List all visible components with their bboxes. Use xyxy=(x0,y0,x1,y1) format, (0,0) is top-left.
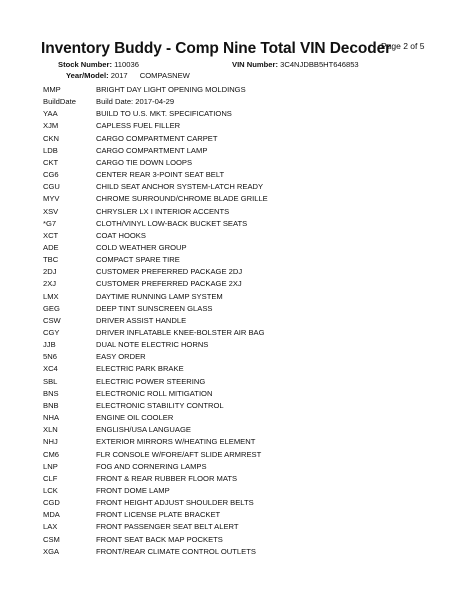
option-description: ELECTRIC POWER STEERING xyxy=(96,376,206,386)
vin-number-label: VIN Number: xyxy=(232,60,278,69)
stock-number xyxy=(58,60,139,69)
option-code: XC4 xyxy=(43,364,58,374)
option-description: FRONT DOME LAMP xyxy=(96,485,170,495)
option-code: CSW xyxy=(43,315,61,325)
option-code: XCT xyxy=(43,230,59,240)
option-code: BNS xyxy=(43,388,59,398)
option-description: FRONT PASSENGER SEAT BELT ALERT xyxy=(96,522,239,532)
option-code: CKT xyxy=(43,157,59,167)
option-code: *G7 xyxy=(43,218,57,228)
option-description: CAPLESS FUEL FILLER xyxy=(96,121,181,131)
option-code: JJB xyxy=(43,340,56,350)
option-description: Build Date: 2017-04-29 xyxy=(96,97,175,107)
year-value: 2017 xyxy=(110,71,128,80)
option-description: FRONT LICENSE PLATE BRACKET xyxy=(96,510,221,520)
option-code: 2DJ xyxy=(43,267,57,277)
option-description: ENGLISH/USA LANGUAGE xyxy=(96,425,191,435)
model-value: COMPASNEW xyxy=(139,71,190,80)
option-description: ELECTRONIC ROLL MITIGATION xyxy=(96,388,213,398)
option-code: CGY xyxy=(43,328,60,337)
option-code: XJM xyxy=(43,121,59,131)
option-code: XLN xyxy=(43,425,58,435)
option-code: CKN xyxy=(43,133,60,143)
option-description: COMPACT SPARE TIRE xyxy=(96,255,180,265)
option-code: LCK xyxy=(43,485,58,495)
option-description: FOG AND CORNERING LAMPS xyxy=(96,461,207,471)
option-description: DEEP TINT SUNSCREEN GLASS xyxy=(96,303,213,313)
option-description: BRIGHT DAY LIGHT OPENING MOLDINGS xyxy=(96,85,246,94)
option-description: ELECTRONIC STABILITY CONTROL xyxy=(96,400,224,410)
option-description: CHROME SURROUND/CHROME BLADE GRILLE xyxy=(96,194,268,204)
option-description: CARGO TIE DOWN LOOPS xyxy=(96,157,193,167)
option-description: CENTER REAR 3-POINT SEAT BELT xyxy=(96,170,225,180)
option-code: CLF xyxy=(43,473,58,483)
option-code: XSV xyxy=(43,206,59,216)
vin-number xyxy=(232,60,359,69)
option-description: DAYTIME RUNNING LAMP SYSTEM xyxy=(96,291,223,301)
option-code: 2XJ xyxy=(43,279,57,289)
option-description: EXTERIOR MIRRORS W/HEATING ELEMENT xyxy=(96,437,256,447)
option-description: BUILD TO U.S. MKT. SPECIFICATIONS xyxy=(96,109,232,119)
option-code: MDA xyxy=(43,510,60,520)
option-description: DUAL NOTE ELECTRIC HORNS xyxy=(96,340,209,350)
option-description: FLR CONSOLE W/FORE/AFT SLIDE ARMREST xyxy=(96,449,262,459)
option-code: NHA xyxy=(43,413,60,423)
option-code: MYV xyxy=(43,194,60,204)
option-code: GEG xyxy=(43,303,60,313)
option-description: FRONT HEIGHT ADJUST SHOULDER BELTS xyxy=(96,498,254,508)
page-number: Page 2 of 5 xyxy=(381,41,425,51)
option-description: CLOTH/VINYL LOW-BACK BUCKET SEATS xyxy=(96,218,248,228)
stock-number-value: 110036 xyxy=(114,60,139,69)
option-code: SBL xyxy=(43,376,58,386)
option-code: BNB xyxy=(43,400,59,410)
option-code: LMX xyxy=(43,291,59,301)
option-code: CGD xyxy=(43,498,60,508)
year-model-label: Year/Model: xyxy=(66,71,109,80)
option-code: CM6 xyxy=(43,449,60,459)
option-code: ADE xyxy=(43,242,59,252)
option-code: NHJ xyxy=(43,437,58,447)
option-description: COAT HOOKS xyxy=(96,230,146,240)
document-title: Inventory Buddy - Comp Nine Total VIN Decoder xyxy=(41,40,392,57)
option-description: CUSTOMER PREFERRED PACKAGE 2DJ xyxy=(96,267,243,277)
option-code: LAX xyxy=(43,522,58,532)
option-description: CHRYSLER LX I INTERIOR ACCENTS xyxy=(96,206,230,216)
option-description: EASY ORDER xyxy=(96,352,146,362)
option-code: YAA xyxy=(43,109,58,119)
option-description: FRONT/REAR CLIMATE CONTROL OUTLETS xyxy=(96,546,256,556)
option-code: CG6 xyxy=(43,170,59,180)
option-description: COLD WEATHER GROUP xyxy=(96,242,187,252)
option-description: CARGO COMPARTMENT CARPET xyxy=(96,133,218,143)
option-code: CGU xyxy=(43,182,60,192)
option-description: ENGINE OIL COOLER xyxy=(96,413,174,423)
option-code: CSM xyxy=(43,534,60,544)
option-description: FRONT SEAT BACK MAP POCKETS xyxy=(96,534,223,544)
option-code: BuildDate xyxy=(43,97,76,107)
option-description: CARGO COMPARTMENT LAMP xyxy=(96,145,208,155)
vin-number-value: 3C4NJDBB5HT646853 xyxy=(280,60,359,69)
option-code: LDB xyxy=(43,145,58,155)
option-description: DRIVER INFLATABLE KNEE-BOLSTER AIR BAG xyxy=(96,328,265,337)
option-code: 5N6 xyxy=(43,352,57,362)
option-code: LNP xyxy=(43,461,58,471)
option-code: TBC xyxy=(43,255,59,265)
option-description: CUSTOMER PREFERRED PACKAGE 2XJ xyxy=(96,279,242,289)
option-code: XGA xyxy=(43,546,60,556)
option-description: DRIVER ASSIST HANDLE xyxy=(96,315,187,325)
option-code: MMP xyxy=(43,85,61,94)
year-model xyxy=(66,71,190,80)
stock-number-label: Stock Number: xyxy=(58,60,113,69)
option-description: CHILD SEAT ANCHOR SYSTEM-LATCH READY xyxy=(96,182,264,192)
option-description: FRONT & REAR RUBBER FLOOR MATS xyxy=(96,473,238,483)
option-description: ELECTRIC PARK BRAKE xyxy=(96,364,184,374)
